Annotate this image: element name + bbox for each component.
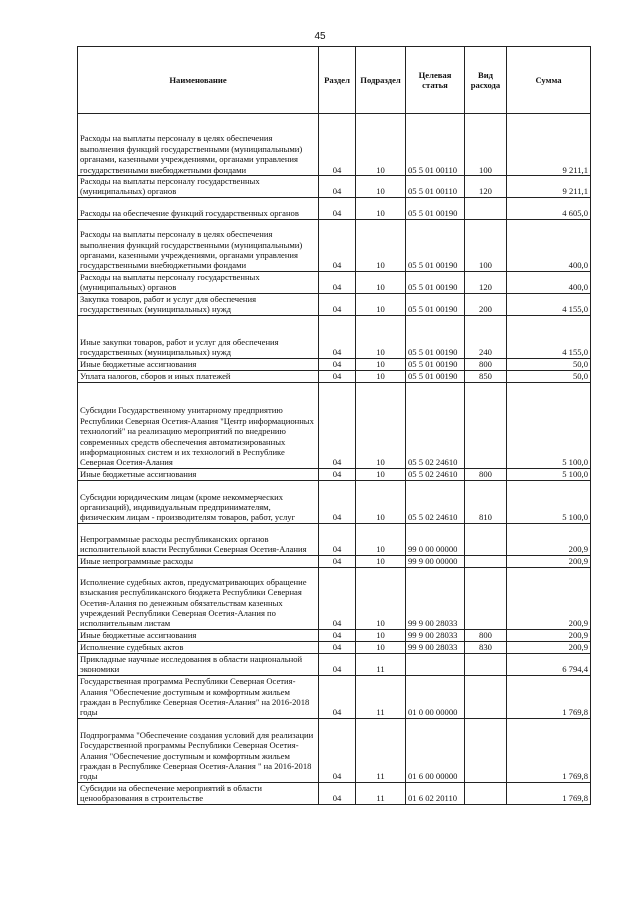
table-row <box>78 782 591 804</box>
cell-subsection: 10 <box>356 315 406 358</box>
table-row <box>78 271 591 293</box>
cell-section: 04 <box>319 176 356 198</box>
cell-target: 99 9 00 00000 <box>406 555 465 567</box>
cell-name: Государственная программа Республики Северная Осетия-Алания "Обеспечение доступным и комфортным жильем граждан в Республике Северная Осетия-Алания" на 2016-2018 годы <box>78 675 319 718</box>
cell-section: 04 <box>319 718 356 782</box>
table-row <box>78 675 591 718</box>
header-name: Наименование <box>78 47 319 114</box>
cell-subsection: 11 <box>356 675 406 718</box>
cell-name: Расходы на выплаты персоналу в целях обеспечения выполнения функций государственными (муниципальными) органами, казенными учреждениями, органами управления государственными внебюджетными фондами <box>78 114 319 176</box>
cell-sum: 9 211,1 <box>507 176 591 198</box>
cell-target <box>406 653 465 675</box>
table-header-row <box>78 47 591 114</box>
cell-expense-type <box>465 567 507 629</box>
cell-expense-type: 800 <box>465 468 507 480</box>
cell-target: 05 5 02 24610 <box>406 468 465 480</box>
cell-subsection: 10 <box>356 293 406 315</box>
cell-target: 01 6 00 00000 <box>406 718 465 782</box>
cell-expense-type: 120 <box>465 176 507 198</box>
cell-subsection: 10 <box>356 370 406 382</box>
cell-target: 01 0 00 00000 <box>406 675 465 718</box>
cell-section: 04 <box>319 370 356 382</box>
table-row <box>78 567 591 629</box>
cell-target: 05 5 01 00190 <box>406 197 465 219</box>
table-row <box>78 718 591 782</box>
table-row <box>78 293 591 315</box>
cell-section: 04 <box>319 315 356 358</box>
cell-name: Субсидии на обеспечение мероприятий в области ценообразования в строительстве <box>78 782 319 804</box>
cell-sum: 50,0 <box>507 370 591 382</box>
cell-expense-type: 100 <box>465 219 507 271</box>
cell-expense-type <box>465 523 507 555</box>
cell-expense-type <box>465 675 507 718</box>
cell-expense-type <box>465 555 507 567</box>
header-subsection: Подраздел <box>356 47 406 114</box>
cell-name: Подпрограмма "Обеспечение создания условий для реализации Государственной программы Республики Северная Осетия-Алания "Обеспечение доступным и комфортным жильем граждан в Республике Северная Осетия-Алания " на 2016-2018 годы <box>78 718 319 782</box>
table-row <box>78 382 591 468</box>
header-sum: Сумма <box>507 47 591 114</box>
cell-section: 04 <box>319 197 356 219</box>
table-row <box>78 219 591 271</box>
cell-name: Исполнение судебных актов, предусматривающих обращение взыскания республиканского бюджета Республики Северная Осетия-Алания по денежным обязательствам казенных учреждений Республики Северная Осетия-Алания по исполнительным листам <box>78 567 319 629</box>
cell-sum: 5 100,0 <box>507 480 591 523</box>
cell-name: Непрограммные расходы республиканских органов исполнительной власти Республики Северная Осетия-Алания <box>78 523 319 555</box>
cell-expense-type <box>465 718 507 782</box>
cell-sum: 1 769,8 <box>507 782 591 804</box>
cell-sum: 200,9 <box>507 629 591 641</box>
table-row <box>78 315 591 358</box>
cell-section: 04 <box>319 641 356 653</box>
cell-section: 04 <box>319 219 356 271</box>
cell-target: 05 5 01 00110 <box>406 114 465 176</box>
header-target: Целевая статья <box>406 47 465 114</box>
cell-subsection: 10 <box>356 176 406 198</box>
cell-sum: 1 769,8 <box>507 675 591 718</box>
cell-subsection: 10 <box>356 197 406 219</box>
cell-sum: 50,0 <box>507 358 591 370</box>
cell-name: Субсидии юридическим лицам (кроме некоммерческих организаций), индивидуальным предпринимателям, физическим лицам - производителям товаров, работ, услуг <box>78 480 319 523</box>
cell-section: 04 <box>319 271 356 293</box>
cell-subsection: 10 <box>356 567 406 629</box>
table-row <box>78 176 591 198</box>
cell-section: 04 <box>319 114 356 176</box>
cell-name: Прикладные научные исследования в области национальной экономики <box>78 653 319 675</box>
cell-subsection: 10 <box>356 114 406 176</box>
cell-target: 99 9 00 28033 <box>406 641 465 653</box>
cell-name: Закупка товаров, работ и услуг для обеспечения государственных (муниципальных) нужд <box>78 293 319 315</box>
cell-sum: 4 155,0 <box>507 315 591 358</box>
cell-section: 04 <box>319 567 356 629</box>
table-row <box>78 653 591 675</box>
cell-name: Субсидии Государственному унитарному предприятию Республики Северная Осетия-Алания "Центр информационных технологий" на реализацию мероприятий по внедрению современных средств обеспечения автоматизированных информационных систем и их технологий в Республике Северная Осетия-Алания <box>78 382 319 468</box>
cell-expense-type: 800 <box>465 358 507 370</box>
cell-sum: 200,9 <box>507 641 591 653</box>
cell-name: Расходы на выплаты персоналу государственных (муниципальных) органов <box>78 271 319 293</box>
table-row <box>78 641 591 653</box>
table-row <box>78 523 591 555</box>
cell-target: 05 5 01 00110 <box>406 176 465 198</box>
cell-subsection: 10 <box>356 468 406 480</box>
cell-name: Иные бюджетные ассигнования <box>78 358 319 370</box>
cell-sum: 5 100,0 <box>507 382 591 468</box>
cell-name: Иные закупки товаров, работ и услуг для обеспечения государственных (муниципальных) нужд <box>78 315 319 358</box>
cell-sum: 400,0 <box>507 219 591 271</box>
cell-subsection: 10 <box>356 629 406 641</box>
cell-name: Исполнение судебных актов <box>78 641 319 653</box>
cell-section: 04 <box>319 555 356 567</box>
cell-subsection: 11 <box>356 653 406 675</box>
cell-subsection: 10 <box>356 641 406 653</box>
cell-sum: 4 155,0 <box>507 293 591 315</box>
cell-expense-type: 810 <box>465 480 507 523</box>
table-row <box>78 468 591 480</box>
cell-target: 05 5 01 00190 <box>406 219 465 271</box>
cell-expense-type <box>465 197 507 219</box>
table-row <box>78 555 591 567</box>
cell-target: 05 5 02 24610 <box>406 382 465 468</box>
cell-section: 04 <box>319 629 356 641</box>
cell-target: 05 5 01 00190 <box>406 358 465 370</box>
cell-expense-type <box>465 382 507 468</box>
cell-subsection: 10 <box>356 271 406 293</box>
cell-name: Иные непрограммные расходы <box>78 555 319 567</box>
cell-section: 04 <box>319 468 356 480</box>
cell-target: 99 9 00 28033 <box>406 629 465 641</box>
cell-sum: 6 794,4 <box>507 653 591 675</box>
cell-section: 04 <box>319 523 356 555</box>
cell-name: Расходы на обеспечение функций государственных органов <box>78 197 319 219</box>
cell-name: Расходы на выплаты персоналу в целях обеспечения выполнения функций государственными (муниципальными) органами, казенными учреждениями, органами управления государственными внебюджетными фондами <box>78 219 319 271</box>
cell-sum: 200,9 <box>507 567 591 629</box>
table-row <box>78 358 591 370</box>
cell-expense-type: 240 <box>465 315 507 358</box>
cell-section: 04 <box>319 480 356 523</box>
cell-target: 05 5 01 00190 <box>406 370 465 382</box>
cell-subsection: 10 <box>356 480 406 523</box>
cell-expense-type: 850 <box>465 370 507 382</box>
cell-subsection: 10 <box>356 523 406 555</box>
cell-target: 05 5 01 00190 <box>406 293 465 315</box>
cell-section: 04 <box>319 653 356 675</box>
table-row <box>78 629 591 641</box>
cell-target: 05 5 01 00190 <box>406 315 465 358</box>
cell-section: 04 <box>319 382 356 468</box>
cell-sum: 200,9 <box>507 555 591 567</box>
cell-section: 04 <box>319 782 356 804</box>
cell-sum: 4 605,0 <box>507 197 591 219</box>
cell-name: Иные бюджетные ассигнования <box>78 468 319 480</box>
cell-subsection: 10 <box>356 358 406 370</box>
cell-expense-type: 120 <box>465 271 507 293</box>
cell-subsection: 10 <box>356 382 406 468</box>
cell-name: Уплата налогов, сборов и иных платежей <box>78 370 319 382</box>
cell-section: 04 <box>319 358 356 370</box>
cell-sum: 5 100,0 <box>507 468 591 480</box>
cell-expense-type: 100 <box>465 114 507 176</box>
cell-subsection: 10 <box>356 555 406 567</box>
cell-expense-type <box>465 782 507 804</box>
cell-sum: 9 211,1 <box>507 114 591 176</box>
cell-expense-type: 200 <box>465 293 507 315</box>
cell-expense-type: 830 <box>465 641 507 653</box>
cell-name: Иные бюджетные ассигнования <box>78 629 319 641</box>
header-expense-type: Вид расхода <box>465 47 507 114</box>
cell-subsection: 10 <box>356 219 406 271</box>
cell-target: 99 0 00 00000 <box>406 523 465 555</box>
budget-table <box>77 46 591 805</box>
table-row <box>78 197 591 219</box>
cell-section: 04 <box>319 293 356 315</box>
cell-sum: 400,0 <box>507 271 591 293</box>
page-number: 45 <box>314 31 326 42</box>
cell-sum: 1 769,8 <box>507 718 591 782</box>
cell-target: 05 5 02 24610 <box>406 480 465 523</box>
cell-sum: 200,9 <box>507 523 591 555</box>
cell-subsection: 11 <box>356 782 406 804</box>
header-section: Раздел <box>319 47 356 114</box>
table-row <box>78 480 591 523</box>
table-row <box>78 370 591 382</box>
cell-target: 01 6 02 20110 <box>406 782 465 804</box>
cell-section: 04 <box>319 675 356 718</box>
cell-subsection: 11 <box>356 718 406 782</box>
cell-target: 99 9 00 28033 <box>406 567 465 629</box>
cell-name: Расходы на выплаты персоналу государственных (муниципальных) органов <box>78 176 319 198</box>
cell-expense-type <box>465 653 507 675</box>
table-row <box>78 114 591 176</box>
cell-target: 05 5 01 00190 <box>406 271 465 293</box>
cell-expense-type: 800 <box>465 629 507 641</box>
